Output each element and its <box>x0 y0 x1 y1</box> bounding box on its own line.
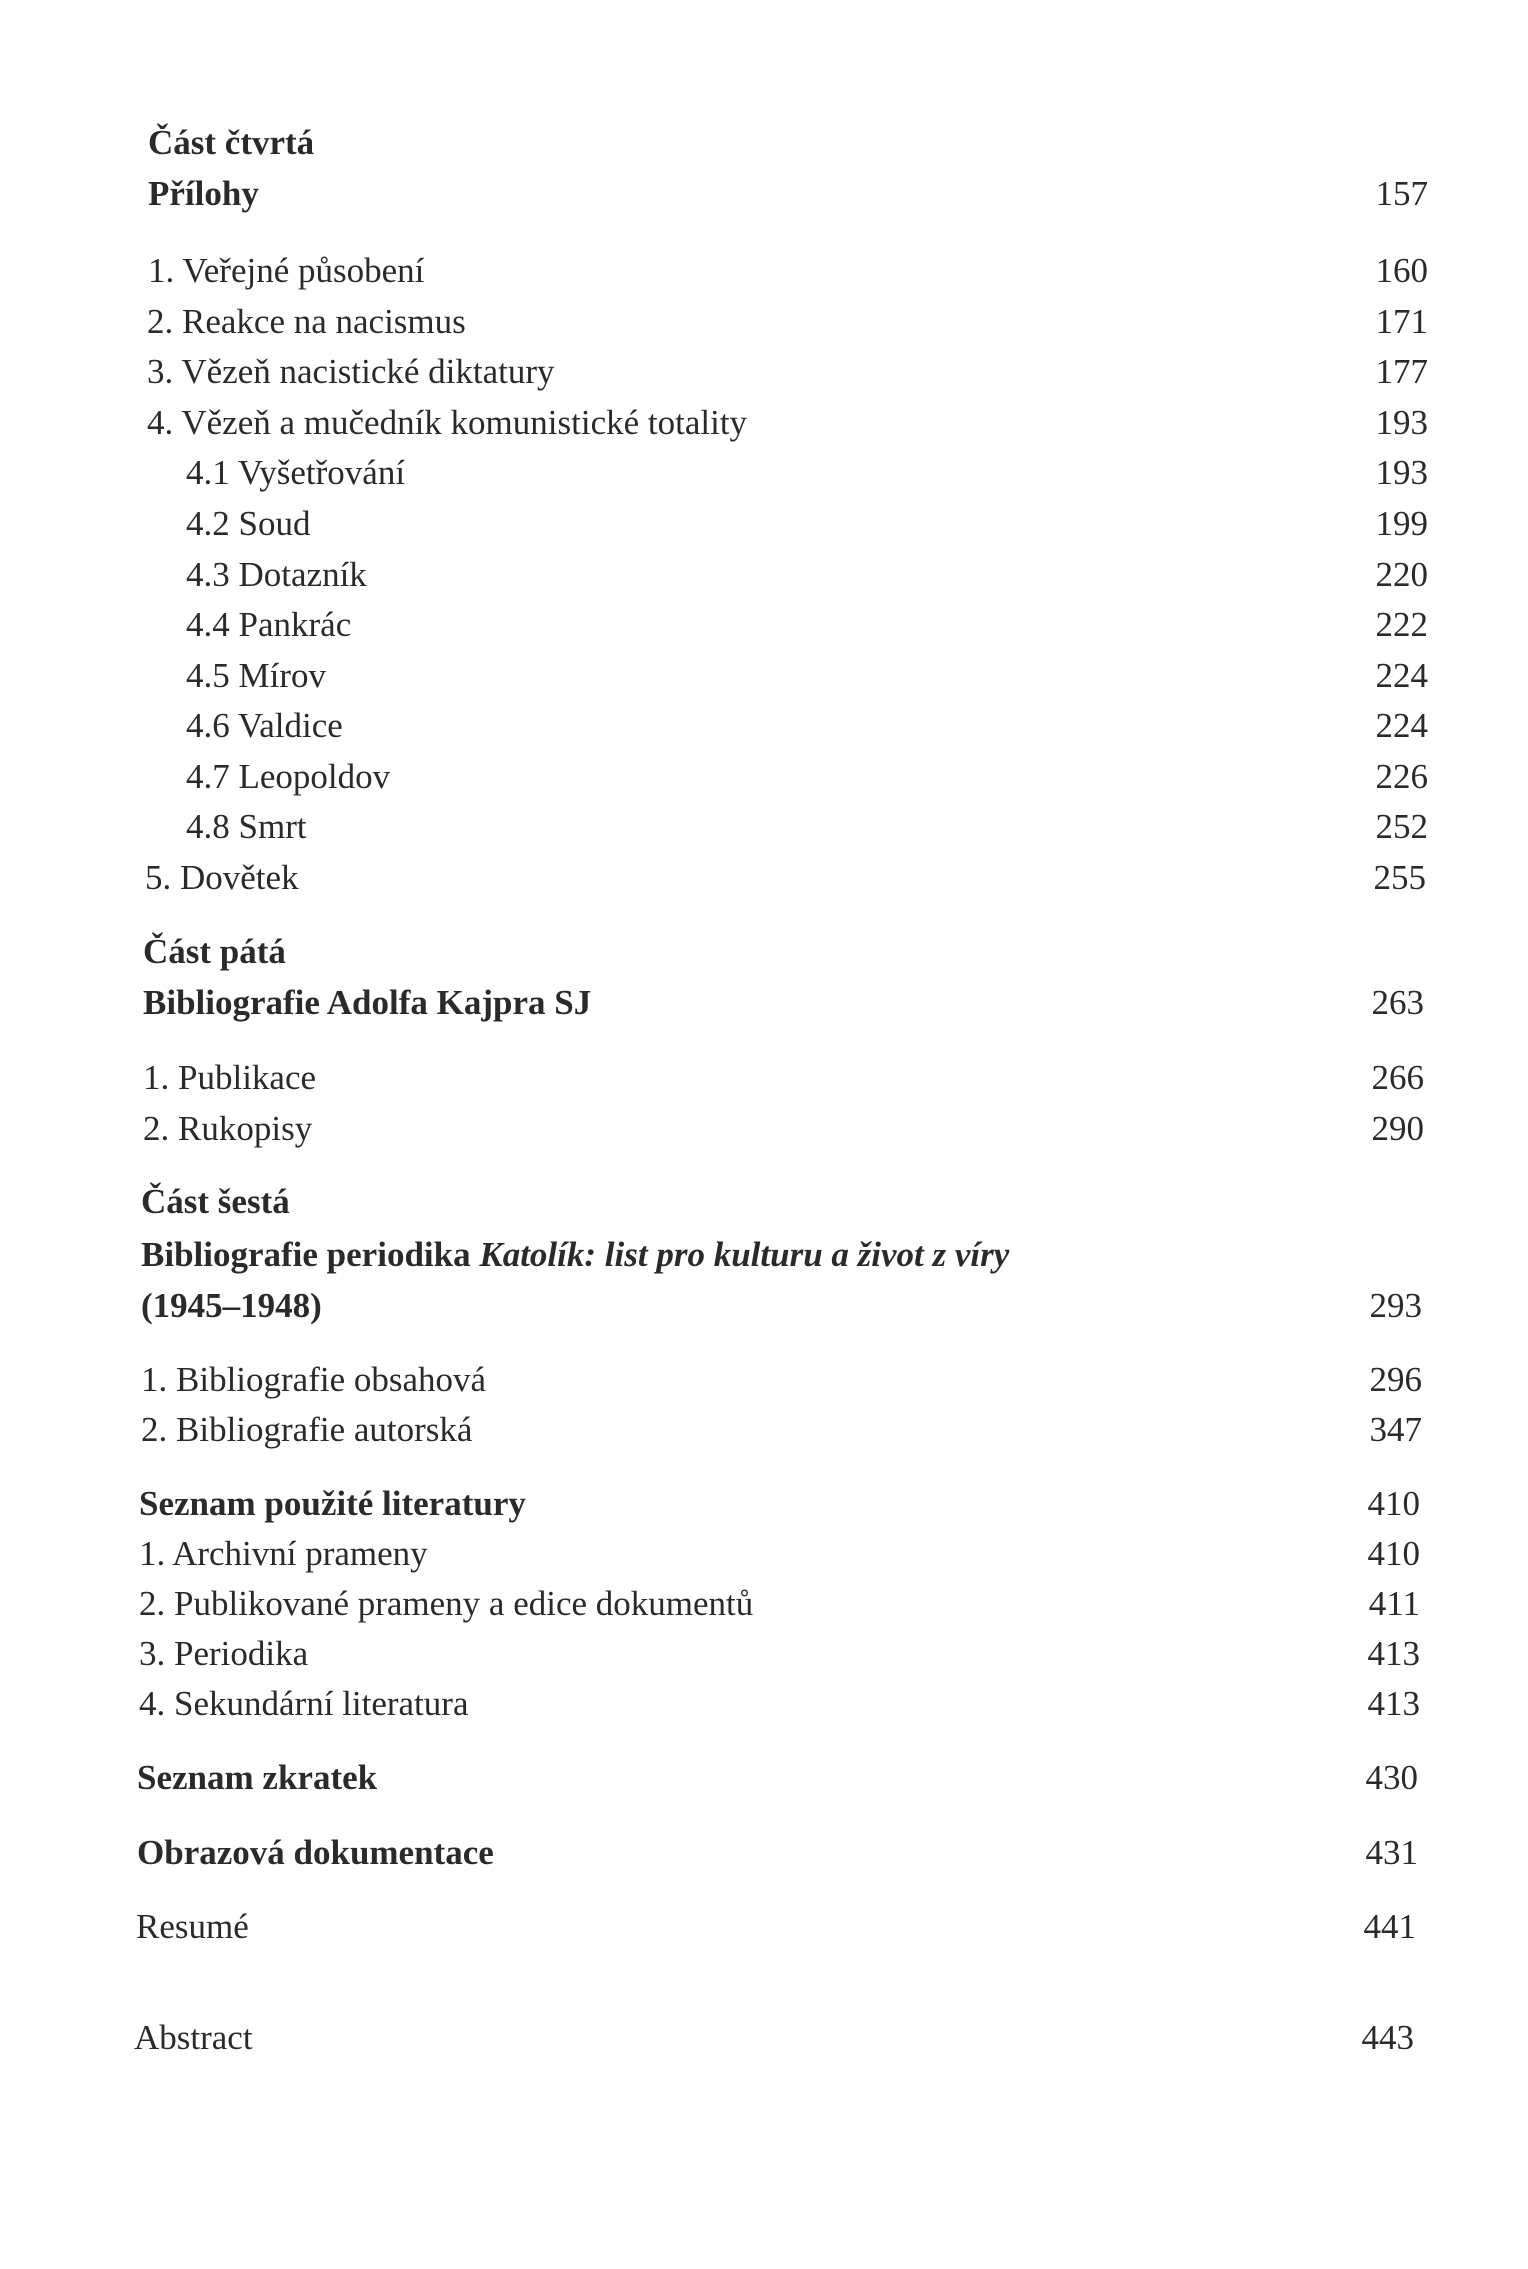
entry-title: 4.2 Soud <box>186 504 311 543</box>
page-number: 430 <box>1365 1758 1418 1797</box>
entry-title: 4.7 Leopoldov <box>186 757 391 796</box>
entry-title: 4. Vězeň a mučedník komunistické totality <box>147 403 748 442</box>
section-title: Seznam zkratek <box>137 1758 378 1797</box>
part-label: Část čtvrtá <box>148 123 315 162</box>
section-title: Seznam použité literatury <box>139 1484 526 1523</box>
page-number: 266 <box>1371 1058 1424 1097</box>
toc-section-heading <box>0 1828 1528 1878</box>
page-number: 193 <box>1375 453 1428 492</box>
toc-entry <box>0 1355 1528 1405</box>
entry-title: 4.4 Pankrác <box>186 605 352 644</box>
toc-entry <box>0 1679 1528 1729</box>
page-number: 160 <box>1375 251 1428 290</box>
entry-title: 2. Publikované prameny a edice dokumentů <box>139 1584 754 1623</box>
entry-title: 2. Rukopisy <box>143 1109 313 1148</box>
toc-part-heading <box>0 169 1528 219</box>
page-number: 413 <box>1367 1684 1420 1723</box>
toc-subentry <box>0 448 1528 498</box>
toc-entry <box>0 246 1528 296</box>
page-number: 157 <box>1375 174 1428 213</box>
toc-subentry <box>0 499 1528 549</box>
part-title: Přílohy <box>148 174 259 213</box>
entry-title: 2. Reakce na nacismus <box>147 302 466 341</box>
toc-part-heading-continued <box>0 1281 1528 1331</box>
page-number: 222 <box>1375 605 1428 644</box>
periodical-title: Katolík: list pro kulturu a život z víry <box>479 1235 1010 1274</box>
page-number: 410 <box>1367 1484 1420 1523</box>
toc-subentry <box>0 651 1528 701</box>
toc-entry <box>0 1053 1528 1103</box>
page-number: 224 <box>1375 706 1428 745</box>
toc-section-heading <box>0 1902 1528 1952</box>
toc-part-heading <box>0 978 1528 1028</box>
page-number: 413 <box>1367 1634 1420 1673</box>
page-number: 226 <box>1375 757 1428 796</box>
entry-title: 4.6 Valdice <box>186 706 343 745</box>
toc-subentry <box>0 600 1528 650</box>
entry-title: 5. Dovětek <box>145 858 299 897</box>
part-title-years: (1945–1948) <box>141 1286 322 1325</box>
toc-part-label <box>0 1177 1528 1227</box>
page-number: 255 <box>1373 858 1426 897</box>
page-number: 199 <box>1375 504 1428 543</box>
entry-title: 1. Publikace <box>143 1058 317 1097</box>
page-number: 177 <box>1375 352 1428 391</box>
toc-entry <box>0 1529 1528 1579</box>
toc-entry <box>0 1579 1528 1629</box>
part-title <box>141 1230 1009 1280</box>
part-title-text: Bibliografie periodika <box>141 1235 471 1274</box>
page-number: 410 <box>1367 1534 1420 1573</box>
page-number: 347 <box>1369 1410 1422 1449</box>
section-title: Obrazová dokumentace <box>137 1833 494 1872</box>
toc-subentry <box>0 550 1528 600</box>
entry-title: 4.8 Smrt <box>186 807 307 846</box>
section-title: Abstract <box>134 2018 253 2057</box>
page-number: 220 <box>1375 555 1428 594</box>
part-title: Bibliografie Adolfa Kajpra SJ <box>143 983 592 1022</box>
entry-title: 4. Sekundární literatura <box>139 1684 469 1723</box>
entry-title: 4.5 Mírov <box>186 656 326 695</box>
entry-title: 2. Bibliografie autorská <box>141 1410 473 1449</box>
section-title: Resumé <box>136 1907 249 1946</box>
toc-entry <box>0 398 1528 448</box>
page-number: 431 <box>1365 1833 1418 1872</box>
entry-title: 1. Bibliografie obsahová <box>141 1360 487 1399</box>
toc-part-label <box>0 118 1528 168</box>
page-number: 296 <box>1369 1360 1422 1399</box>
toc-part-heading <box>0 1230 1528 1280</box>
entry-title: 1. Archivní prameny <box>139 1534 428 1573</box>
toc-entry <box>0 1405 1528 1455</box>
page-number: 293 <box>1369 1286 1422 1325</box>
toc-part-label <box>0 927 1528 977</box>
page-number: 252 <box>1375 807 1428 846</box>
part-label: Část šestá <box>141 1182 290 1221</box>
page-number: 224 <box>1375 656 1428 695</box>
toc-entry <box>0 853 1528 903</box>
toc-entry <box>0 1104 1528 1154</box>
toc-entry <box>0 297 1528 347</box>
entry-title: 4.3 Dotazník <box>186 555 367 594</box>
page-number: 441 <box>1363 1907 1416 1946</box>
toc-subentry <box>0 752 1528 802</box>
entry-title: 4.1 Vyšetřování <box>186 453 406 492</box>
page-number: 193 <box>1375 403 1428 442</box>
toc-section-heading <box>0 1753 1528 1803</box>
page-number: 443 <box>1361 2018 1414 2057</box>
entry-title: 1. Veřejné působení <box>148 251 425 290</box>
toc-subentry <box>0 701 1528 751</box>
toc-section-heading <box>0 2013 1528 2063</box>
toc-section-heading <box>0 1479 1528 1529</box>
toc-subentry <box>0 802 1528 852</box>
entry-title: 3. Periodika <box>139 1634 309 1673</box>
page-number: 263 <box>1371 983 1424 1022</box>
page-number: 290 <box>1371 1109 1424 1148</box>
page-number: 171 <box>1375 302 1428 341</box>
entry-title: 3. Vězeň nacistické diktatury <box>147 352 555 391</box>
page-number: 411 <box>1368 1584 1420 1623</box>
part-label: Část pátá <box>143 932 286 971</box>
toc-entry <box>0 347 1528 397</box>
toc-entry <box>0 1629 1528 1679</box>
